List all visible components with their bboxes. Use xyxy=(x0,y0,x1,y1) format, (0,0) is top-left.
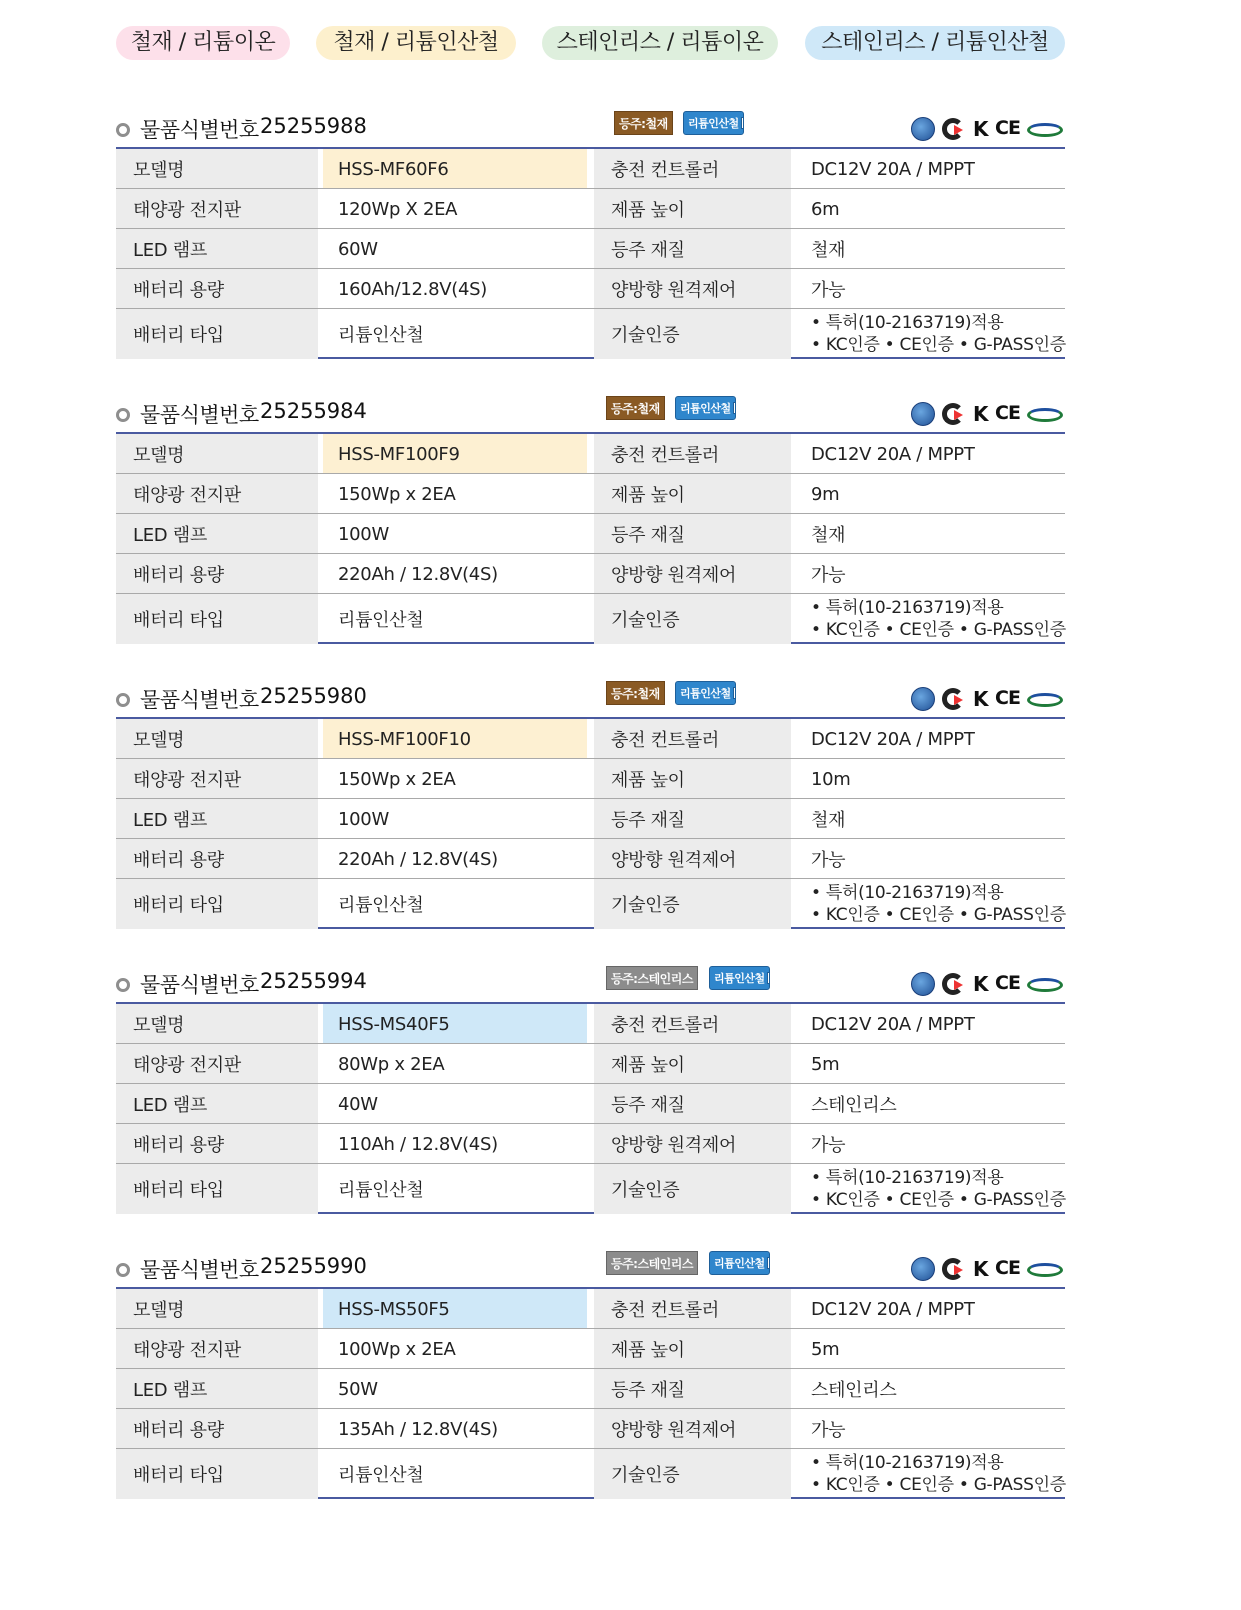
spec-label-led: LED 램프 xyxy=(116,229,318,269)
spec-value-cert xyxy=(798,879,1065,929)
spec-label-battery_capacity: 배터리 용량 xyxy=(116,269,318,309)
spec-value-battery_type: 리튬인산철 xyxy=(338,1180,424,1201)
spec-label-solar: 태양광 전지판 xyxy=(116,1329,318,1369)
section-label: 물품식별번호 xyxy=(140,403,259,427)
certification-icons xyxy=(911,117,1065,145)
spec-value-battery_type: 리튬인산철 xyxy=(338,895,424,916)
spec-label-controller: 충전 컨트롤러 xyxy=(594,1004,791,1044)
cert-patent-line: • 특허(10-2163719)적용 xyxy=(811,313,1004,333)
spec-value-cert xyxy=(798,1449,1065,1499)
product-section xyxy=(116,1249,1065,1499)
product-id: 25255984 xyxy=(260,399,367,423)
spec-row xyxy=(116,269,1065,309)
spec-value-cert xyxy=(798,309,1065,359)
kc-mark-icon: K xyxy=(973,117,989,141)
spec-value-battery_capacity: 135Ah / 12.8V(4S) xyxy=(338,1418,498,1440)
gpass-icon xyxy=(1027,123,1063,137)
spec-label-cert: 기술인증 xyxy=(594,1164,791,1214)
globe-icon xyxy=(911,1257,935,1281)
cert-marks-line: • KC인증 • CE인증 • G-PASS인증 xyxy=(811,335,1066,355)
spec-label-battery_capacity: 배터리 용량 xyxy=(116,1409,318,1449)
product-id: 25255980 xyxy=(260,684,367,708)
ce-mark-icon: CE xyxy=(995,1257,1020,1279)
spec-value-height: 9m xyxy=(811,483,840,505)
spec-value-led: 40W xyxy=(338,1093,378,1115)
battery-cap-icon xyxy=(767,972,770,984)
spec-row xyxy=(116,474,1065,514)
spec-label-solar: 태양광 전지판 xyxy=(116,189,318,229)
g-mark-arrow-icon xyxy=(954,695,963,705)
spec-label-remote: 양방향 원격제어 xyxy=(594,1124,791,1164)
section-label: 물품식별번호 xyxy=(140,688,259,712)
spec-label-battery_capacity: 배터리 용량 xyxy=(116,1124,318,1164)
bullet-circle-icon xyxy=(116,978,130,992)
spec-value-led: 50W xyxy=(338,1378,378,1400)
spec-row xyxy=(116,719,1065,759)
spec-row xyxy=(116,554,1065,594)
ce-mark-icon: CE xyxy=(995,972,1020,994)
spec-value-pole_material: 철재 xyxy=(811,810,846,831)
spec-row xyxy=(116,1124,1065,1164)
product-id: 25255988 xyxy=(260,114,367,138)
cert-patent-line: • 특허(10-2163719)적용 xyxy=(811,1168,1004,1188)
battery-type-badge: 리튬인산철 xyxy=(709,1251,770,1275)
spec-row xyxy=(116,594,1065,644)
cert-patent-line: • 특허(10-2163719)적용 xyxy=(811,883,1004,903)
globe-icon xyxy=(911,687,935,711)
spec-value-cert xyxy=(798,1164,1065,1214)
g-mark-arrow-icon xyxy=(954,125,963,135)
spec-label-battery_capacity: 배터리 용량 xyxy=(116,554,318,594)
spec-label-model: 모델명 xyxy=(116,434,318,474)
gpass-icon xyxy=(1027,978,1063,992)
spec-row xyxy=(116,1164,1065,1214)
spec-table xyxy=(116,1287,1065,1499)
material-tag-bar xyxy=(116,26,1065,60)
battery-cap-icon xyxy=(741,117,744,129)
spec-value-cert xyxy=(798,594,1065,644)
certification-icons xyxy=(911,402,1065,430)
spec-value-solar: 120Wp X 2EA xyxy=(338,198,458,220)
spec-label-battery_type: 배터리 타입 xyxy=(116,309,318,359)
spec-value-battery_capacity: 220Ah / 12.8V(4S) xyxy=(338,848,498,870)
spec-row xyxy=(116,1004,1065,1044)
spec-value-solar: 150Wp x 2EA xyxy=(338,768,456,790)
spec-label-model: 모델명 xyxy=(116,149,318,189)
spec-label-battery_type: 배터리 타입 xyxy=(116,1449,318,1499)
bullet-circle-icon xyxy=(116,123,130,137)
pole-material-badge: 등주:스테인리스 xyxy=(606,1251,698,1275)
pole-material-badge: 등주:철재 xyxy=(614,111,673,135)
battery-type-badge: 리튬인산철 xyxy=(675,681,736,705)
spec-label-cert: 기술인증 xyxy=(594,1449,791,1499)
spec-label-height: 제품 높이 xyxy=(594,759,791,799)
product-id: 25255994 xyxy=(260,969,367,993)
spec-value-remote: 가능 xyxy=(811,1135,846,1156)
g-mark-arrow-icon xyxy=(954,410,963,420)
spec-label-led: LED 램프 xyxy=(116,1369,318,1409)
gpass-icon xyxy=(1027,408,1063,422)
product-section xyxy=(116,679,1065,929)
pole-material-badge: 등주:철재 xyxy=(606,396,665,420)
section-header xyxy=(116,1249,1065,1287)
spec-value-solar: 80Wp x 2EA xyxy=(338,1053,445,1075)
spec-row xyxy=(116,514,1065,554)
spec-value-remote: 가능 xyxy=(811,565,846,586)
cert-patent-line: • 특허(10-2163719)적용 xyxy=(811,598,1004,618)
spec-value-battery_type: 리튬인산철 xyxy=(338,1465,424,1486)
spec-label-remote: 양방향 원격제어 xyxy=(594,839,791,879)
spec-value-model: HSS-MF100F10 xyxy=(323,719,587,759)
spec-value-solar: 100Wp x 2EA xyxy=(338,1338,456,1360)
spec-row xyxy=(116,229,1065,269)
cert-patent-line: • 특허(10-2163719)적용 xyxy=(811,1453,1004,1473)
product-section xyxy=(116,964,1065,1214)
section-header xyxy=(116,109,1065,147)
g-mark-arrow-icon xyxy=(954,980,963,990)
spec-label-battery_type: 배터리 타입 xyxy=(116,594,318,644)
spec-row xyxy=(116,1409,1065,1449)
spec-row xyxy=(116,1289,1065,1329)
spec-value-controller: DC12V 20A / MPPT xyxy=(811,1298,975,1320)
spec-label-cert: 기술인증 xyxy=(594,594,791,644)
spec-value-remote: 가능 xyxy=(811,280,846,301)
spec-label-model: 모델명 xyxy=(116,719,318,759)
spec-table xyxy=(116,1002,1065,1214)
certification-icons xyxy=(911,687,1065,715)
product-section xyxy=(116,394,1065,644)
spec-label-model: 모델명 xyxy=(116,1289,318,1329)
spec-row xyxy=(116,839,1065,879)
spec-value-remote: 가능 xyxy=(811,850,846,871)
spec-label-model: 모델명 xyxy=(116,1004,318,1044)
spec-value-led: 100W xyxy=(338,808,389,830)
spec-label-solar: 태양광 전지판 xyxy=(116,474,318,514)
spec-value-battery_capacity: 160Ah/12.8V(4S) xyxy=(338,278,487,300)
spec-label-pole_material: 등주 재질 xyxy=(594,514,791,554)
spec-label-pole_material: 등주 재질 xyxy=(594,799,791,839)
spec-label-height: 제품 높이 xyxy=(594,189,791,229)
ce-mark-icon: CE xyxy=(995,402,1020,424)
spec-value-pole_material: 스테인리스 xyxy=(811,1095,897,1116)
spec-table xyxy=(116,432,1065,644)
spec-value-model: HSS-MF100F9 xyxy=(323,434,587,474)
spec-value-controller: DC12V 20A / MPPT xyxy=(811,1013,975,1035)
battery-cap-icon xyxy=(733,402,736,414)
spec-label-solar: 태양광 전지판 xyxy=(116,759,318,799)
tag-steel-lfp: 철재 / 리튬인산철 xyxy=(316,26,516,60)
spec-table xyxy=(116,717,1065,929)
ce-mark-icon: CE xyxy=(995,117,1020,139)
battery-type-badge: 리튬인산철 xyxy=(709,966,770,990)
spec-label-led: LED 램프 xyxy=(116,1084,318,1124)
spec-label-height: 제품 높이 xyxy=(594,1329,791,1369)
product-section xyxy=(116,109,1065,359)
kc-mark-icon: K xyxy=(973,1257,989,1281)
kc-mark-icon: K xyxy=(973,402,989,426)
bullet-circle-icon xyxy=(116,693,130,707)
spec-label-remote: 양방향 원격제어 xyxy=(594,1409,791,1449)
spec-value-led: 60W xyxy=(338,238,378,260)
spec-label-height: 제품 높이 xyxy=(594,474,791,514)
section-label: 물품식별번호 xyxy=(140,118,259,142)
globe-icon xyxy=(911,402,935,426)
globe-icon xyxy=(911,972,935,996)
spec-value-controller: DC12V 20A / MPPT xyxy=(811,728,975,750)
cert-marks-line: • KC인증 • CE인증 • G-PASS인증 xyxy=(811,620,1066,640)
certification-icons xyxy=(911,972,1065,1000)
g-mark-arrow-icon xyxy=(954,1265,963,1275)
battery-type-badge: 리튬인산철 xyxy=(683,111,744,135)
spec-value-pole_material: 철재 xyxy=(811,240,846,261)
spec-row xyxy=(116,799,1065,839)
spec-label-pole_material: 등주 재질 xyxy=(594,1369,791,1409)
spec-value-model: HSS-MF60F6 xyxy=(323,149,587,189)
tag-stainless-lithium-ion: 스테인리스 / 리튬이온 xyxy=(542,26,778,60)
gpass-icon xyxy=(1027,1263,1063,1277)
pole-material-badge: 등주:철재 xyxy=(606,681,665,705)
spec-label-battery_type: 배터리 타입 xyxy=(116,879,318,929)
product-id: 25255990 xyxy=(260,1254,367,1278)
battery-cap-icon xyxy=(767,1257,770,1269)
globe-icon xyxy=(911,117,935,141)
tag-stainless-lfp: 스테인리스 / 리튬인산철 xyxy=(805,26,1065,60)
spec-row xyxy=(116,1084,1065,1124)
spec-value-battery_capacity: 220Ah / 12.8V(4S) xyxy=(338,563,498,585)
pole-material-badge: 등주:스테인리스 xyxy=(606,966,698,990)
spec-row xyxy=(116,759,1065,799)
tag-steel-lithium-ion: 철재 / 리튬이온 xyxy=(116,26,290,60)
spec-value-height: 5m xyxy=(811,1338,840,1360)
section-label: 물품식별번호 xyxy=(140,973,259,997)
spec-value-led: 100W xyxy=(338,523,389,545)
section-header xyxy=(116,964,1065,1002)
spec-row xyxy=(116,434,1065,474)
spec-value-height: 5m xyxy=(811,1053,840,1075)
spec-table xyxy=(116,147,1065,359)
spec-label-remote: 양방향 원격제어 xyxy=(594,554,791,594)
kc-mark-icon: K xyxy=(973,972,989,996)
section-header xyxy=(116,679,1065,717)
spec-value-model: HSS-MS50F5 xyxy=(323,1289,587,1329)
spec-row xyxy=(116,149,1065,189)
spec-label-battery_capacity: 배터리 용량 xyxy=(116,839,318,879)
gpass-icon xyxy=(1027,693,1063,707)
spec-label-cert: 기술인증 xyxy=(594,309,791,359)
spec-value-model: HSS-MS40F5 xyxy=(323,1004,587,1044)
cert-marks-line: • KC인증 • CE인증 • G-PASS인증 xyxy=(811,1190,1066,1210)
spec-value-pole_material: 스테인리스 xyxy=(811,1380,897,1401)
spec-row xyxy=(116,1449,1065,1499)
kc-mark-icon: K xyxy=(973,687,989,711)
spec-label-cert: 기술인증 xyxy=(594,879,791,929)
spec-label-battery_type: 배터리 타입 xyxy=(116,1164,318,1214)
spec-row xyxy=(116,1369,1065,1409)
spec-value-solar: 150Wp x 2EA xyxy=(338,483,456,505)
spec-value-battery_type: 리튬인산철 xyxy=(338,325,424,346)
cert-marks-line: • KC인증 • CE인증 • G-PASS인증 xyxy=(811,905,1066,925)
battery-type-badge: 리튬인산철 xyxy=(675,396,736,420)
spec-row xyxy=(116,1329,1065,1369)
spec-row xyxy=(116,189,1065,229)
spec-row xyxy=(116,1044,1065,1084)
spec-label-controller: 충전 컨트롤러 xyxy=(594,1289,791,1329)
spec-value-height: 10m xyxy=(811,768,851,790)
spec-label-controller: 충전 컨트롤러 xyxy=(594,149,791,189)
bullet-circle-icon xyxy=(116,408,130,422)
spec-value-height: 6m xyxy=(811,198,840,220)
section-header xyxy=(116,394,1065,432)
cert-marks-line: • KC인증 • CE인증 • G-PASS인증 xyxy=(811,1475,1066,1495)
spec-value-battery_capacity: 110Ah / 12.8V(4S) xyxy=(338,1133,498,1155)
spec-label-remote: 양방향 원격제어 xyxy=(594,269,791,309)
spec-label-height: 제품 높이 xyxy=(594,1044,791,1084)
spec-label-pole_material: 등주 재질 xyxy=(594,1084,791,1124)
spec-row xyxy=(116,309,1065,359)
spec-value-remote: 가능 xyxy=(811,1420,846,1441)
spec-label-controller: 충전 컨트롤러 xyxy=(594,719,791,759)
spec-row xyxy=(116,879,1065,929)
spec-label-led: LED 램프 xyxy=(116,799,318,839)
battery-cap-icon xyxy=(733,687,736,699)
spec-label-pole_material: 등주 재질 xyxy=(594,229,791,269)
certification-icons xyxy=(911,1257,1065,1285)
spec-label-led: LED 램프 xyxy=(116,514,318,554)
spec-value-battery_type: 리튬인산철 xyxy=(338,610,424,631)
section-label: 물품식별번호 xyxy=(140,1258,259,1282)
bullet-circle-icon xyxy=(116,1263,130,1277)
spec-value-controller: DC12V 20A / MPPT xyxy=(811,158,975,180)
spec-value-controller: DC12V 20A / MPPT xyxy=(811,443,975,465)
spec-label-controller: 충전 컨트롤러 xyxy=(594,434,791,474)
ce-mark-icon: CE xyxy=(995,687,1020,709)
spec-label-solar: 태양광 전지판 xyxy=(116,1044,318,1084)
spec-value-pole_material: 철재 xyxy=(811,525,846,546)
